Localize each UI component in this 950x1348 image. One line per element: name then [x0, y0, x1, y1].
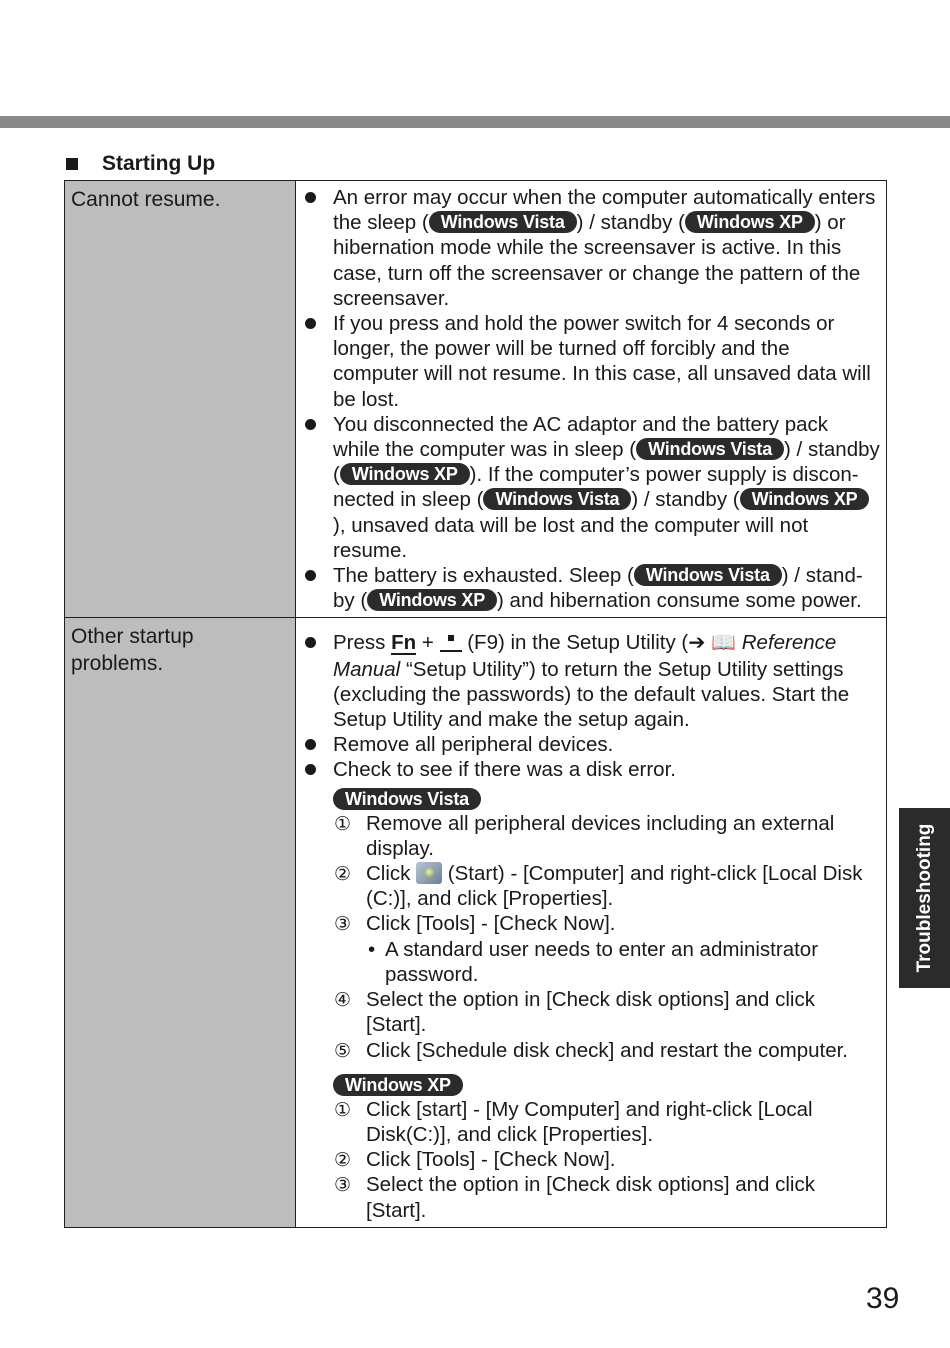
windows-xp-badge: Windows XP: [740, 488, 870, 510]
bullet-icon: [305, 570, 316, 581]
step-number: ①: [334, 813, 352, 835]
windows-xp-badge: Windows XP: [685, 211, 815, 233]
troubleshooting-tab: [899, 808, 950, 988]
list-item: ④ Select the option in [Check disk options] and click [Start].: [334, 988, 815, 1037]
windows-vista-badge: Windows Vista: [634, 564, 782, 586]
arrow-icon: ➔: [688, 631, 706, 655]
list-item: ① Click [start] - [My Computer] and right-click [Local Disk(C:)], and click [Properties].: [334, 1097, 813, 1146]
list-item: ③ Select the option in [Check disk options] and click [Start].: [334, 1173, 815, 1222]
list-item: ⑤ Click [Schedule disk check] and restart the computer.: [296, 1038, 880, 1063]
list-item: Remove all peripheral devices.: [296, 732, 880, 757]
troubleshooting-table: [64, 180, 887, 1228]
bullet-icon: [305, 419, 316, 430]
bullet-icon: [305, 764, 316, 775]
bullet-icon: [305, 192, 316, 203]
table-row: [65, 618, 887, 1227]
windows-vista-badge: Windows Vista: [483, 488, 631, 510]
symptom-cell: Other startup problems.: [65, 618, 296, 1227]
step-number: ③: [334, 1175, 352, 1197]
step-number: ③: [334, 914, 352, 936]
windows-vista-badge: Windows Vista: [636, 438, 784, 460]
step-number: ②: [334, 864, 352, 886]
symptom-cell: Cannot resume.: [65, 181, 296, 618]
table-row: [65, 181, 887, 618]
top-rule: [0, 116, 950, 128]
step-number: ⑤: [334, 1040, 352, 1062]
reference-manual-icon: 📖: [711, 632, 737, 655]
bullet-icon: [305, 739, 316, 750]
list-item: If you press and hold the power switch for 4 seconds or longer, the power will be turned off forcibly and the computer will not resume. In this case, all unsaved data will be lost.: [296, 311, 880, 412]
list-item: An error may occur when the computer automatically enters the sleep ( Windows Vista ) / standby ( Windows XP ) or hibernation mode while the screensaver is active. In this case, turn off the screensaver or change the pattern of the screensaver.: [296, 185, 880, 311]
section-title: Starting Up: [102, 152, 216, 175]
solution-cell: [296, 618, 887, 1227]
section-heading: [66, 152, 215, 176]
windows-vista-badge: Windows Vista: [333, 788, 481, 810]
list-item: Press Fn + (F9) in the Setup Utility (➔ 📖 Reference Manual “Setup Utility”) to return the Setup Utility settings (excluding the passwords) to the default values. Start the Setup Utility and make the setup again.: [296, 630, 880, 732]
list-item: • A standard user needs to enter an administrator password.: [368, 937, 819, 986]
solution-cell: [296, 181, 887, 618]
sub-bullet-icon: •: [368, 937, 376, 961]
windows-start-icon: [416, 862, 442, 884]
reference-manual-link: Reference Manual: [333, 631, 837, 681]
windows-xp-badge: Windows XP: [340, 463, 470, 485]
step-number: ②: [334, 1150, 352, 1172]
list-item: ② Click [Tools] - [Check Now].: [296, 1147, 880, 1172]
square-bullet-icon: [66, 158, 78, 170]
list-item: ③ Click [Tools] - [Check Now].: [296, 911, 880, 936]
page-number: 39: [866, 1282, 900, 1315]
list-item: ② Click (Start) - [Computer] and right-click [Local Disk (C:)], and click [Properties].: [334, 862, 863, 911]
fn-key: Fn: [391, 631, 417, 655]
windows-vista-badge: Windows Vista: [429, 211, 577, 233]
f9-key-icon: [440, 630, 462, 652]
tab-label: Troubleshooting: [913, 823, 935, 973]
windows-xp-badge: Windows XP: [367, 589, 497, 611]
windows-xp-badge: Windows XP: [333, 1074, 463, 1096]
step-number: ④: [334, 990, 352, 1012]
list-item: You disconnected the AC adaptor and the battery pack while the computer was in sleep ( Windows Vista ) / standby ( Windows XP ). If the computer’s power supply is discon-nected in sleep ( Windows Vista ) / standby ( Windows XP), unsaved data will be lost and the computer will not resume.: [296, 412, 880, 563]
list-item: ① Remove all peripheral devices including an external display.: [334, 811, 835, 860]
bullet-icon: [305, 637, 316, 648]
xp-heading: [296, 1071, 880, 1097]
step-number: ①: [334, 1099, 352, 1121]
list-item: The battery is exhausted. Sleep ( Windows Vista ) / stand-by ( Windows XP ) and hibernation consume some power.: [296, 563, 880, 613]
vista-heading: [296, 785, 880, 811]
bullet-icon: [305, 318, 316, 329]
list-item: Check to see if there was a disk error.: [296, 757, 880, 782]
